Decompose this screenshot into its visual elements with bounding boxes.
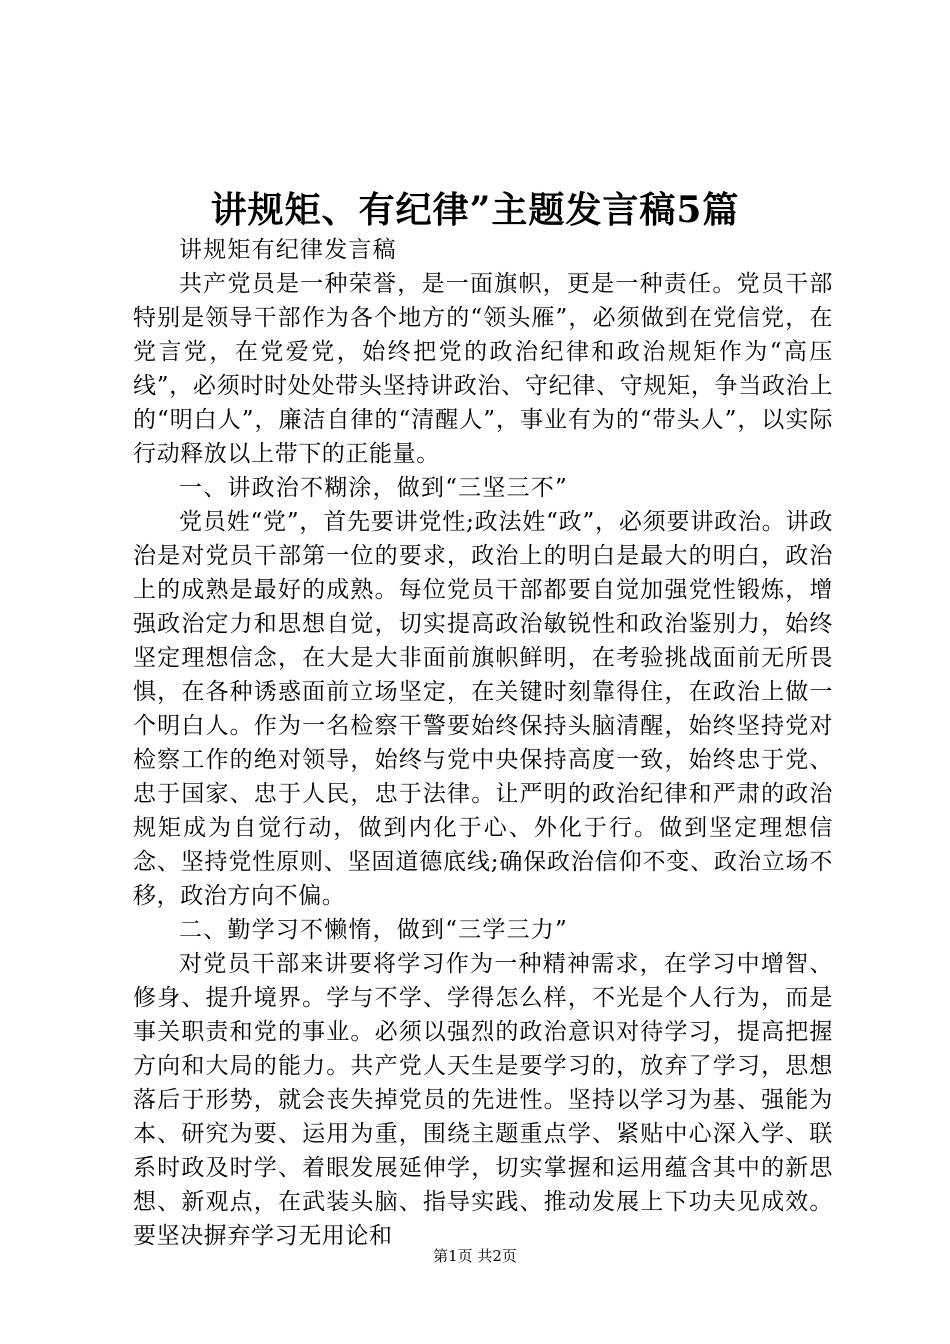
paragraph-subtitle: 讲规矩有纪律发言稿 <box>179 237 397 263</box>
paragraph-section-2: 对党员干部来讲要将学习作为一种精神需求，在学习中增智、修身、提升境界。学与不学、学得怎么样，不光是个人行为，而是事关职责和党的事业。必须以强烈的政治意识对待学习，提高把握方向和大局的能力。共产党人天生是要学习的，放弃了学习，思想落后于形势，就会丧失掉党员的先进性。坚持以学习为基、强能为本、研究为要、运用为重，围绕主题重点学、紧贴中心深入学、联系时政及时学、着眼发展延伸学，切实掌握和运用蕴含其中的新思想、新观点，在武装头脑、指导实践、推动发展上下功夫见成效。要坚决摒弃学习无用论和 <box>133 951 833 1249</box>
paragraph-section-1: 党员姓“党”，首先要讲党性;政法姓“政”，必须要讲政治。讲政治是对党员干部第一位的要求，政治上的明白是最大的明白，政治上的成熟是最好的成熟。每位党员干部都要自觉加强党性锻炼，增强政治定力和思想自觉，切实提高政治敏锐性和政治鉴别力，始终坚定理想信念，在大是大非面前旗帜鲜明，在考验挑战面前无所畏惧，在各种诱惑面前立场坚定，在关键时刻靠得住，在政治上做一个明白人。作为一名检察干警要始终保持头脑清醒，始终坚持党对检察工作的绝对领导，始终与党中央保持高度一致，始终忠于党、忠于国家、忠于人民，忠于法律。让严明的政治纪律和严肃的政治规矩成为自觉行动，做到内化于心、外化于行。做到坚定理想信念、坚持党性原则、坚固道德底线;确保政治信仰不变、政治立场不移，政治方向不偏。 <box>133 509 833 909</box>
section-heading-2: 二、勤学习不懒惰，做到“三学三力” <box>179 917 568 943</box>
document-title: 讲规矩、有纪律”主题发言稿5篇 <box>210 189 740 231</box>
page-number-footer: 第1页 共2页 <box>433 1247 517 1265</box>
paragraph-intro: 共产党员是一种荣誉，是一面旗帜，更是一种责任。党员干部特别是领导干部作为各个地方的“领头雁”，必须做到在党信党，在党言党，在党爱党，始终把党的政治纪律和政治规矩作为“高压线”，必须时时处处带头坚持讲政治、守纪律、守规矩，争当政治上的“明白人”，廉洁自律的“清醒人”，事业有为的“带头人”，以实际行动释放以上带下的正能量。 <box>133 271 833 467</box>
section-heading-1: 一、讲政治不糊涂，做到“三坚三不” <box>179 475 568 501</box>
document-body <box>133 233 833 1253</box>
